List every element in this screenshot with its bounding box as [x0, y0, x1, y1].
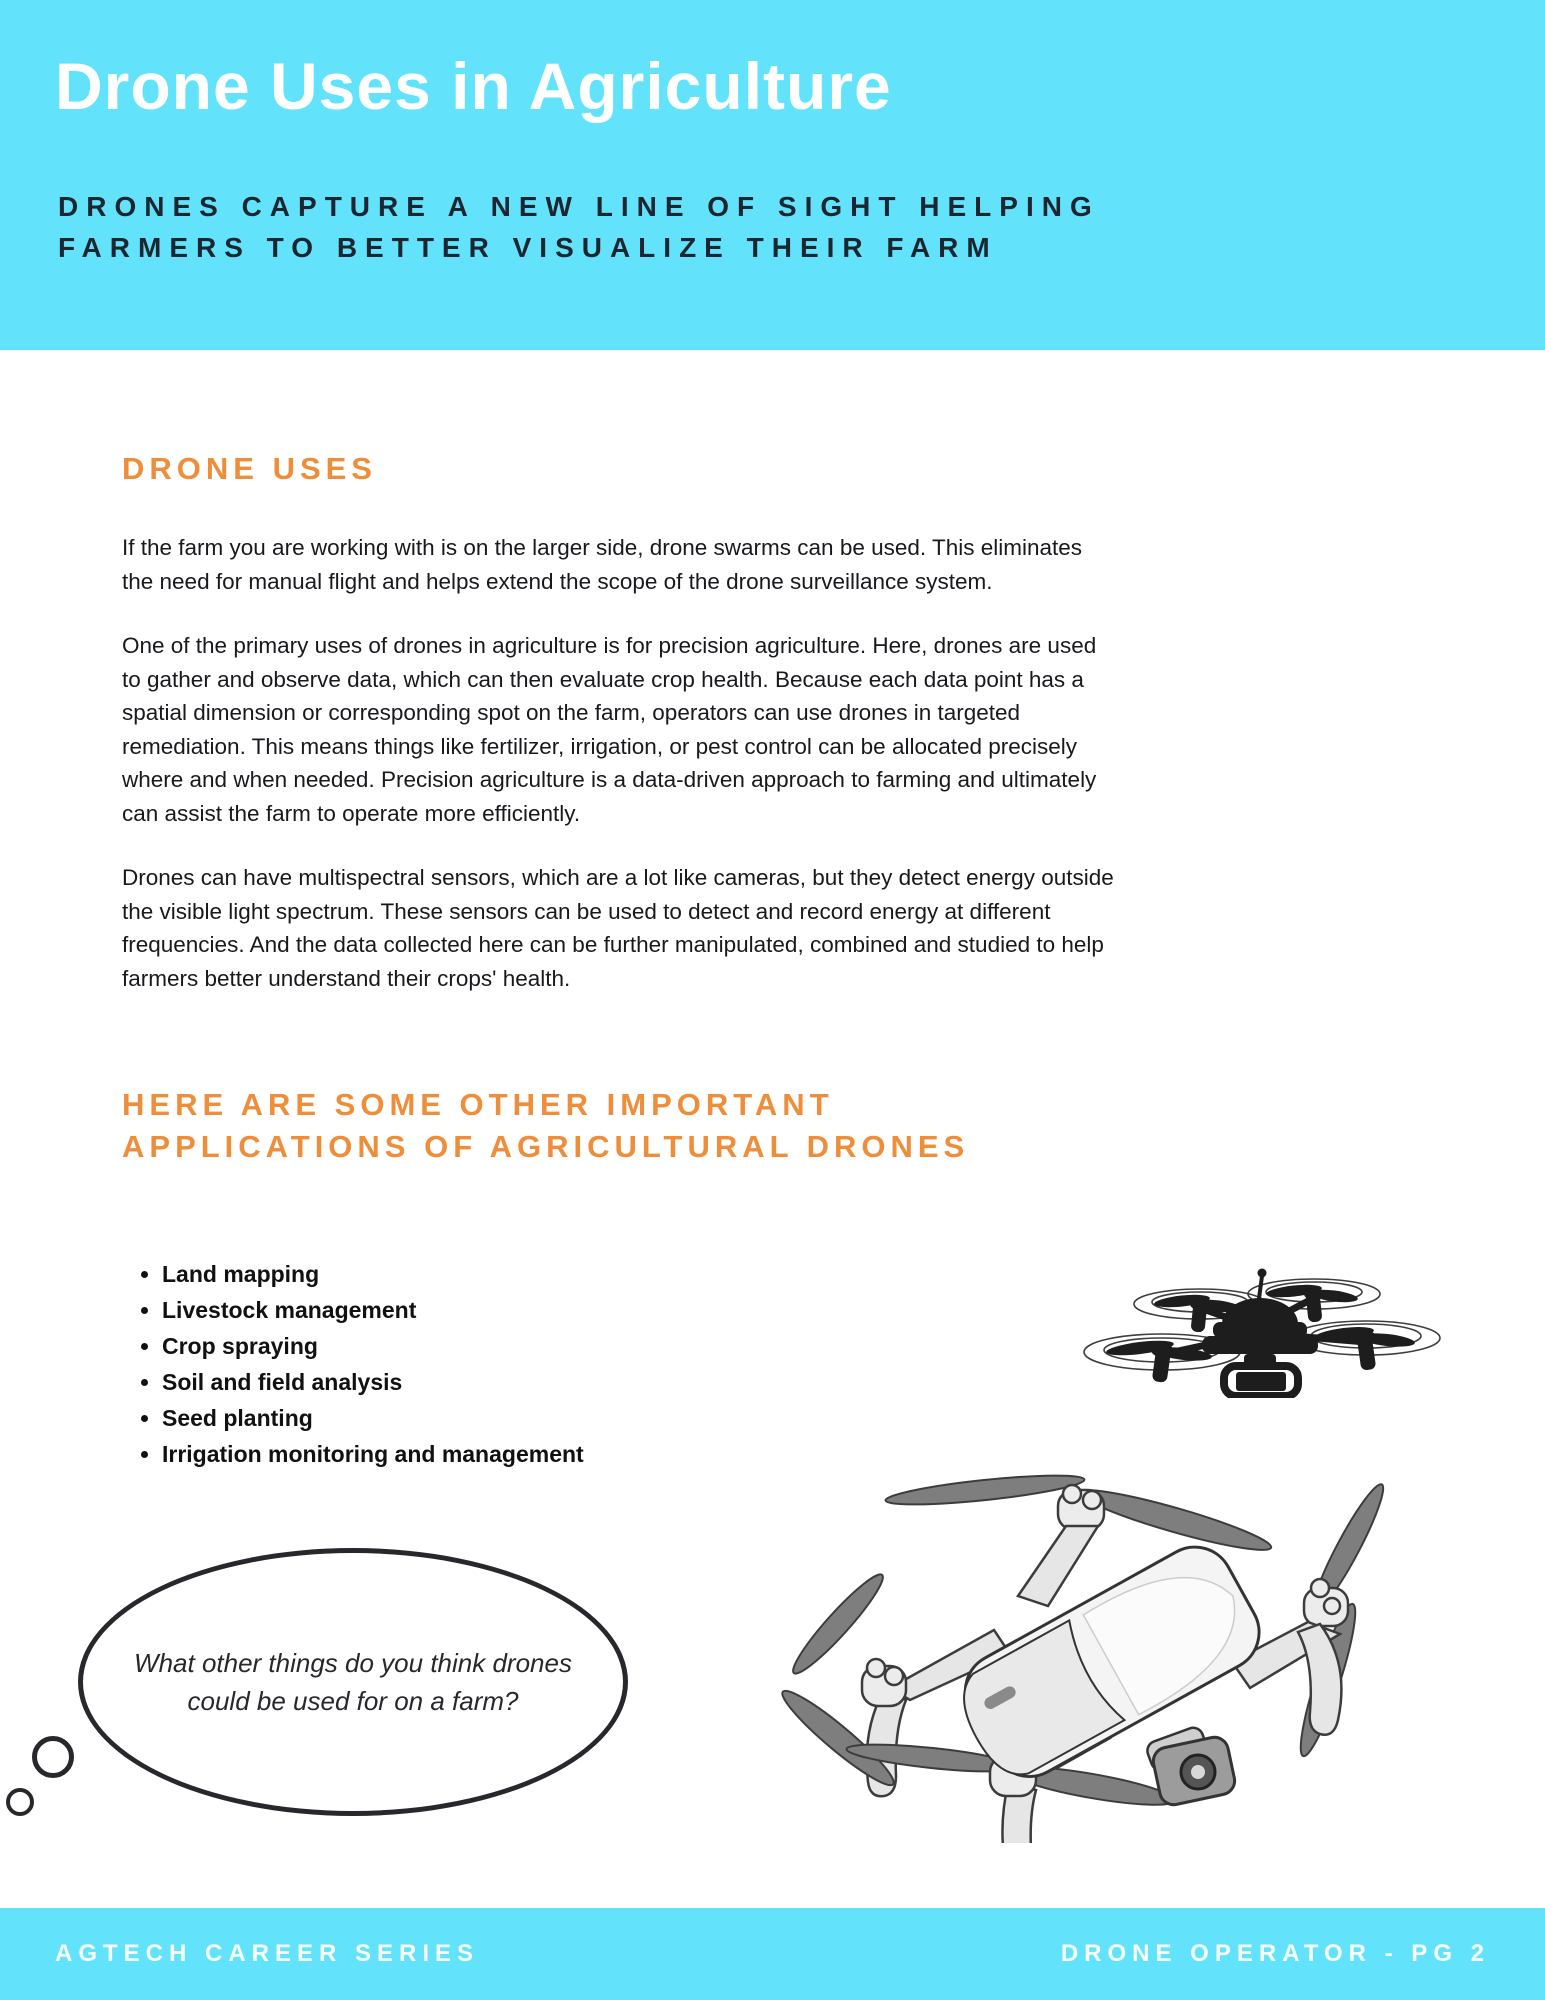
thought-bubble-dot-large	[32, 1736, 74, 1778]
paragraph-multispectral-sensors: Drones can have multispectral sensors, which are a lot like cameras, but they detect energy outside the visible light spectrum. These sensors can be used to detect and record energy at different frequencies. And the data collected here can be further manipulated, combined and studied to help farmers better understand their crops' health.	[122, 865, 1114, 991]
thought-bubble-dot-small	[6, 1788, 34, 1816]
paragraph-drone-swarms: If the farm you are working with is on the larger side, drone swarms can be used. This eliminates the need for manual flight and helps extend the scope of the drone surveillance system.	[122, 535, 1083, 594]
page-footer	[0, 1908, 1545, 2000]
large-quadcopter-icon	[780, 1438, 1440, 1843]
section-heading-applications: HERE ARE SOME OTHER IMPORTANT APPLICATIONS OF AGRICULTURAL DRONES	[122, 1087, 970, 1164]
section-heading-drone-uses: DRONE USES	[122, 451, 377, 486]
list-item: • Land mapping	[162, 1256, 584, 1292]
page-title: Drone Uses in Agriculture	[55, 49, 892, 123]
list-item: • Soil and field analysis	[162, 1364, 584, 1400]
list-item: • Seed planting	[162, 1400, 584, 1436]
body-copy	[122, 531, 1117, 1026]
thought-bubble-text: What other things do you think drones could be used for on a farm?	[134, 1648, 572, 1716]
paragraph-precision-agriculture: One of the primary uses of drones in agriculture is for precision agriculture. Here, drones are used to gather and observe data, which can then evaluate crop health. Because each data point has a spatial dimension or corresponding spot on the farm, operators can use drones in targeted remediation. This means things like fertilizer, irrigation, or pest control can be allocated precisely where and when needed. Precision agriculture is a data-driven approach to farming and ultimately can assist the farm to operate more efficiently.	[122, 633, 1097, 826]
applications-bullet-list	[132, 1256, 584, 1472]
footer-page-label: DRONE OPERATOR - PG 2	[1060, 1940, 1490, 1967]
small-quadcopter-icon	[1072, 1262, 1442, 1398]
page-header	[0, 0, 1545, 350]
thought-bubble	[78, 1548, 628, 1816]
footer-series-label: AGTECH CAREER SERIES	[55, 1940, 480, 1967]
list-item: • Crop spraying	[162, 1328, 584, 1364]
list-item: • Livestock management	[162, 1292, 584, 1328]
list-item: • Irrigation monitoring and management	[162, 1436, 584, 1472]
camera-gimbal	[1224, 1366, 1298, 1396]
page-subtitle: DRONES CAPTURE A NEW LINE OF SIGHT HELPING FARMERS TO BETTER VISUALIZE THEIR FARM	[58, 191, 1100, 263]
